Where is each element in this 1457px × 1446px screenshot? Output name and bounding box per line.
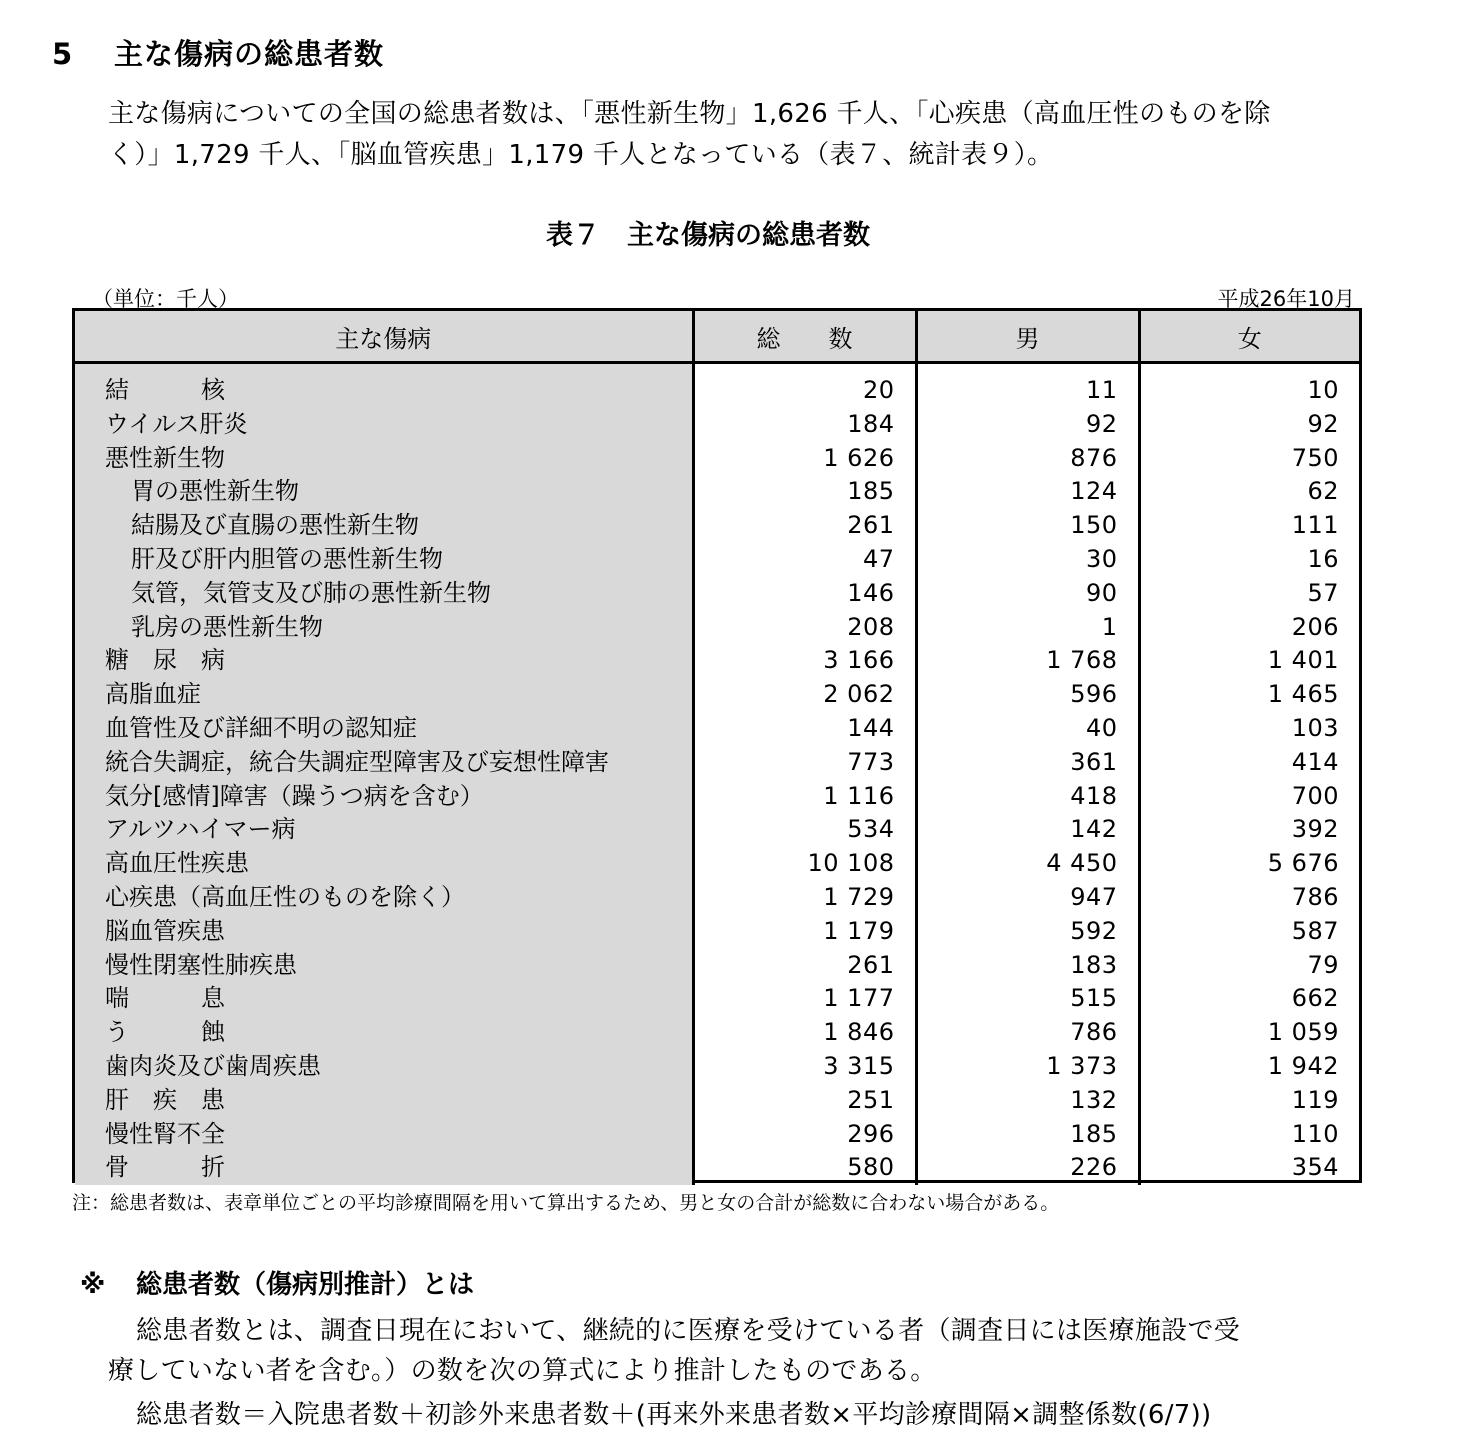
unit-label: （単位：千人） — [92, 287, 239, 311]
male-value: 947 — [1070, 882, 1118, 911]
total-value: 144 — [847, 713, 895, 742]
female-value: 1 059 — [1267, 1018, 1339, 1047]
disease-label: 乳房の悪性新生物 — [131, 612, 323, 641]
disease-label: 血管性及び詳細不明の認知症 — [105, 713, 417, 742]
female-value: 414 — [1291, 747, 1339, 776]
female-value: 700 — [1291, 781, 1339, 810]
total-value: 1 729 — [823, 882, 895, 911]
disease-label: 糖 尿 病 — [105, 646, 225, 675]
total-value: 534 — [847, 815, 895, 844]
total-value: 47 — [862, 544, 895, 573]
disease-label: 悪性新生物 — [105, 443, 225, 472]
disease-label: 統合失調症，統合失調症型障害及び妄想性障害 — [105, 747, 609, 776]
section-number: 5 — [52, 37, 74, 71]
female-value: 111 — [1291, 511, 1339, 540]
total-value: 251 — [847, 1085, 895, 1114]
male-value: 876 — [1070, 443, 1118, 472]
total-value: 261 — [847, 950, 895, 979]
header-female: 女 — [1139, 311, 1359, 363]
total-value: 1 846 — [823, 1018, 895, 1047]
male-value: 361 — [1070, 747, 1118, 776]
male-column — [916, 363, 1139, 1186]
male-value: 183 — [1070, 950, 1118, 979]
disease-label: 結 核 — [105, 376, 225, 404]
table-note: 注：総患者数は、表章単位ごとの平均診療間隔を用いて算出するため、男と女の合計が総数に合わない場合がある。 — [72, 1192, 1060, 1214]
male-value: 124 — [1070, 477, 1118, 506]
disease-label: う 蝕 — [105, 1018, 225, 1047]
male-value: 596 — [1070, 680, 1118, 709]
female-value: 62 — [1307, 477, 1339, 506]
female-value: 206 — [1291, 612, 1339, 641]
male-value: 185 — [1070, 1119, 1118, 1148]
total-value: 146 — [847, 578, 895, 607]
total-value: 184 — [847, 409, 895, 438]
female-value: 392 — [1291, 815, 1339, 844]
total-value: 208 — [847, 612, 895, 641]
total-value: 20 — [862, 376, 895, 404]
total-column — [693, 363, 916, 1186]
total-value: 1 116 — [823, 781, 895, 810]
disease-label: 骨 折 — [105, 1153, 225, 1182]
total-value: 580 — [847, 1153, 895, 1182]
disease-label: 高血圧性疾患 — [105, 849, 249, 878]
male-value: 40 — [1085, 713, 1118, 742]
female-value: 92 — [1307, 409, 1339, 438]
header-male: 男 — [916, 311, 1139, 363]
reference-mark: ※ — [80, 1270, 106, 1300]
section-title: 主な傷病の総患者数 — [114, 37, 385, 71]
disease-label: 気分[感情]障害（躁うつ病を含む） — [105, 781, 484, 810]
definition-heading — [80, 1264, 474, 1301]
disease-label: 脳血管疾患 — [105, 916, 225, 945]
female-value: 119 — [1291, 1085, 1339, 1114]
male-value: 30 — [1085, 544, 1118, 573]
female-value: 1 942 — [1267, 1051, 1339, 1080]
intro-line-2: く）」1,729 千人、「脳血管疾患」1,179 千人となっている（表７、統計表９）。 — [108, 140, 1054, 170]
male-value: 1 373 — [1046, 1051, 1118, 1080]
total-value: 3 166 — [823, 646, 895, 675]
female-value: 662 — [1291, 984, 1339, 1013]
female-value: 10 — [1307, 376, 1339, 404]
female-column — [1139, 363, 1359, 1186]
total-value: 261 — [847, 511, 895, 540]
disease-label: 慢性腎不全 — [105, 1119, 225, 1148]
disease-label: 胃の悪性新生物 — [131, 477, 299, 506]
section-heading — [52, 32, 384, 73]
disease-label: 肝 疾 患 — [105, 1085, 225, 1114]
total-value: 773 — [847, 747, 895, 776]
disease-label: 高脂血症 — [105, 680, 201, 709]
male-value: 142 — [1070, 815, 1118, 844]
disease-label: ウイルス肝炎 — [105, 409, 248, 438]
table-header-row — [75, 311, 1359, 363]
total-value: 1 179 — [823, 916, 895, 945]
male-value: 592 — [1070, 916, 1118, 945]
total-value: 1 177 — [823, 984, 895, 1013]
definition-title: 総患者数（傷病別推計）とは — [136, 1270, 475, 1300]
disease-label: 心疾患（高血圧性のものを除く） — [105, 882, 465, 911]
female-value: 110 — [1291, 1119, 1339, 1148]
male-value: 11 — [1085, 376, 1118, 404]
disease-label-column — [75, 363, 693, 1186]
male-value: 515 — [1070, 984, 1118, 1013]
header-total: 総 数 — [693, 311, 916, 363]
female-value: 1 401 — [1267, 646, 1339, 675]
female-value: 786 — [1291, 882, 1339, 911]
total-value: 296 — [847, 1119, 895, 1148]
male-value: 132 — [1070, 1085, 1118, 1114]
disease-label: 結腸及び直腸の悪性新生物 — [131, 511, 419, 540]
female-value: 587 — [1291, 916, 1339, 945]
definition-line-1: 総患者数とは、調査日現在において、継続的に医療を受けている者（調査日には医療施設で受 — [136, 1316, 1241, 1346]
intro-line-1: 主な傷病についての全国の総患者数は、「悪性新生物」1,626 千人、「心疾患（高血圧性のものを除 — [108, 99, 1271, 129]
male-value: 418 — [1070, 781, 1118, 810]
total-value: 2 062 — [823, 680, 895, 709]
total-value: 1 626 — [823, 443, 895, 472]
total-value: 3 315 — [823, 1051, 895, 1080]
male-value: 226 — [1070, 1153, 1118, 1182]
female-value: 16 — [1307, 544, 1339, 573]
male-value: 786 — [1070, 1018, 1118, 1047]
total-value: 185 — [847, 477, 895, 506]
female-value: 79 — [1307, 950, 1339, 979]
male-value: 1 — [1101, 612, 1118, 641]
table-title: 表７ 主な傷病の総患者数 — [546, 220, 870, 251]
female-value: 57 — [1307, 578, 1339, 607]
disease-label: アルツハイマー病 — [105, 815, 296, 844]
male-value: 1 768 — [1046, 646, 1118, 675]
definition-line-2: 療していない者を含む。）の数を次の算式により推計したものである。 — [108, 1356, 937, 1386]
header-disease: 主な傷病 — [75, 311, 693, 363]
disease-label: 気管，気管支及び肺の悪性新生物 — [131, 578, 491, 607]
date-label: 平成26年10月 — [1217, 287, 1355, 311]
female-value: 1 465 — [1267, 680, 1339, 709]
disease-table — [72, 308, 1362, 1183]
disease-label: 慢性閉塞性肺疾患 — [105, 950, 297, 979]
formula: 総患者数＝入院患者数＋初診外来患者数＋(再来外来患者数×平均診療間隔×調整係数(6/7)) — [136, 1400, 1212, 1430]
disease-label: 肝及び肝内胆管の悪性新生物 — [131, 544, 443, 573]
male-value: 150 — [1070, 511, 1118, 540]
female-value: 103 — [1291, 713, 1339, 742]
total-value: 10 108 — [807, 849, 895, 878]
female-value: 750 — [1291, 443, 1339, 472]
disease-label: 歯肉炎及び歯周疾患 — [105, 1051, 321, 1080]
female-value: 354 — [1291, 1153, 1339, 1182]
male-value: 4 450 — [1046, 849, 1118, 878]
disease-label: 喘 息 — [105, 984, 225, 1013]
female-value: 5 676 — [1267, 849, 1339, 878]
male-value: 90 — [1085, 578, 1118, 607]
male-value: 92 — [1085, 409, 1118, 438]
